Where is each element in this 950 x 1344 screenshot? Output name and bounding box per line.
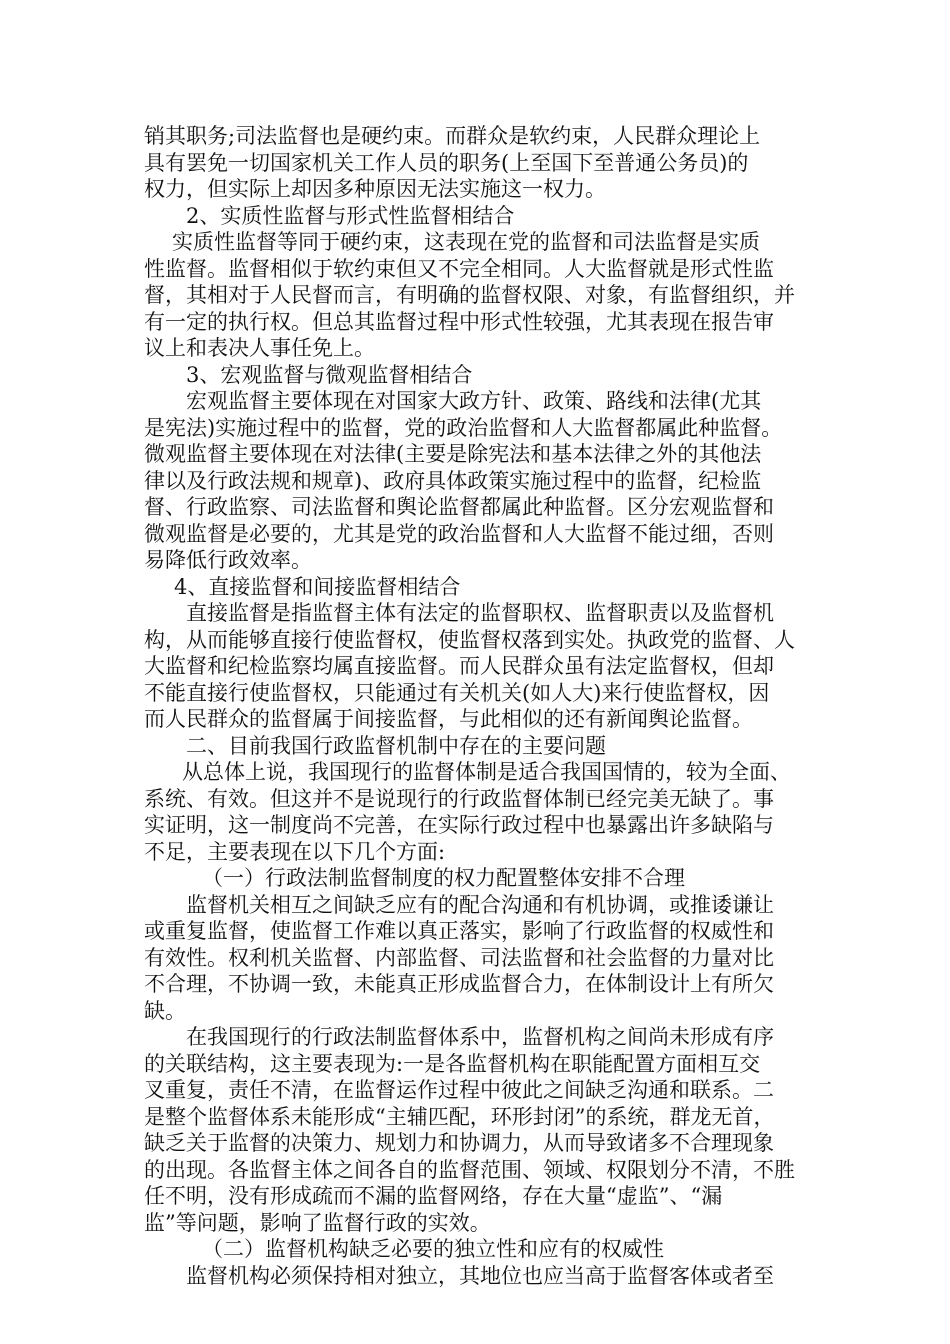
text-line: 监”等问题，影响了监督行政的实效。 xyxy=(144,1210,491,1235)
text-line: 缺。 xyxy=(144,998,186,1023)
section-heading: （二）监督机构缺乏必要的独立性和应有的权威性 xyxy=(202,1237,664,1261)
text-line: 不能直接行使监督权，只能通过有关机关(如人大)来行使监督权，因 xyxy=(144,680,770,705)
section-heading: 二、目前我国行政监督机制中存在的主要问题 xyxy=(186,733,606,758)
paragraph-start: 在我国现行的行政法制监督体系中，监督机构之间尚未形成有序 xyxy=(186,1025,774,1049)
text-line: 有一定的执行权。但总其监督过程中形式性较强，尤其表现在报告审 xyxy=(144,309,774,334)
text-line: 具有罢免一切国家机关工作人员的职务(上至国下至普通公务员)的 xyxy=(144,150,749,175)
text-line: 缺乏关于监督的决策力、规划力和协调力，从而导致诸多不合理现象 xyxy=(144,1131,774,1155)
text-line: 有效性。权利机关监督、内部监督、司法监督和社会监督的力量对比 xyxy=(144,945,774,970)
text-line: 易降低行政效率。 xyxy=(144,548,312,572)
text-line: 性监督。监督相似于软约束但又不完全相同。人大监督就是形式性监 xyxy=(144,256,774,281)
text-line: 实证明，这一制度尚不完善，在实际行政过程中也暴露出许多缺陷与 xyxy=(144,813,774,837)
text-line: 而人民群众的监督属于间接监督，与此相似的还有新闻舆论监督。 xyxy=(144,707,753,731)
text-line: 或重复监督，使监督工作难以真正落实，影响了行政监督的权威性和 xyxy=(144,919,774,943)
paragraph-start: 直接监督是指监督主体有法定的监督职权、监督职责以及监督机 xyxy=(186,601,774,625)
paragraph-start: 宏观监督主要体现在对国家大政方针、政策、路线和法律(尤其 xyxy=(186,389,762,413)
paragraph-start: 从总体上说，我国现行的监督体制是适合我国国情的，较为全面、 xyxy=(182,760,791,784)
text-line: 督，其相对于人民督而言，有明确的监督权限、对象，有监督组织，并 xyxy=(144,283,795,307)
paragraph-start: 监督机关相互之间缺乏应有的配合沟通和有机协调，或推诿谦让 xyxy=(186,892,774,917)
text-line: 议上和表决人事任免上。 xyxy=(144,336,375,360)
text-line: 构，从而能够直接行使监督权，使监督权落到实处。执政党的监督、人 xyxy=(144,627,795,652)
text-line: 的出现。各监督主体之间各自的监督范围、领域、权限划分不清，不胜 xyxy=(144,1157,795,1182)
text-line: 微观监督是必要的，尤其是党的政治监督和人大监督不能过细，否则 xyxy=(144,521,774,546)
text-line: 叉重复，责任不清，在监督运作过程中彼此之间缺乏沟通和联系。二 xyxy=(144,1078,774,1102)
text-line: 任不明，没有形成疏而不漏的监督网络，存在大量“虚监”、“漏 xyxy=(144,1184,723,1208)
text-line: 权力，但实际上却因多种原因无法实施这一权力。 xyxy=(144,177,606,201)
paragraph-start: 实质性监督等同于硬约束，这表现在党的监督和司法监督是实质 xyxy=(172,230,760,254)
text-line: 是宪法)实施过程中的监督，党的政治监督和人大监督都属此种监督。 xyxy=(144,415,783,440)
text-line: 律以及行政法规和规章)、政府具体政策实施过程中的监督，纪检监 xyxy=(144,468,762,493)
text-line: 不足，主要表现在以下几个方面: xyxy=(144,839,446,864)
text-line: 督、行政监察、司法监督和舆论监督都属此种监督。区分宏观监督和 xyxy=(144,495,774,519)
text-line: 的关联结构，这主要表现为:一是各监督机构在职能配置方面相互交 xyxy=(144,1051,761,1076)
text-line: 微观监督主要体现在对法律(主要是除宪法和基本法律之外的其他法 xyxy=(144,442,762,466)
text-line: 销其职务;司法监督也是硬约束。而群众是软约束，人民群众理论上 xyxy=(144,124,761,148)
text-line: 是整个监督体系未能形成“主辅匹配，环形封闭”的系统，群龙无首， xyxy=(144,1104,775,1129)
section-heading: 2、实质性监督与形式性监督相结合 xyxy=(186,203,515,228)
text-line: 大监督和纪检监察均属直接监督。而人民群众虽有法定监督权，但却 xyxy=(144,654,774,678)
document-body xyxy=(144,123,810,1289)
section-heading: 3、宏观监督与微观监督相结合 xyxy=(186,362,473,387)
section-heading: （一）行政法制监督制度的权力配置整体安排不合理 xyxy=(202,866,685,890)
paragraph-start: 监督机构必须保持相对独立，其地位也应当高于监督客体或者至 xyxy=(186,1263,774,1288)
text-line: 系统、有效。但这并不是说现行的行政监督体制已经完美无缺了。事 xyxy=(144,786,774,811)
section-heading: 4、直接监督和间接监督相结合 xyxy=(174,574,461,599)
text-line: 不合理，不协调一致，未能真正形成监督合力，在体制设计上有所欠 xyxy=(144,972,774,996)
